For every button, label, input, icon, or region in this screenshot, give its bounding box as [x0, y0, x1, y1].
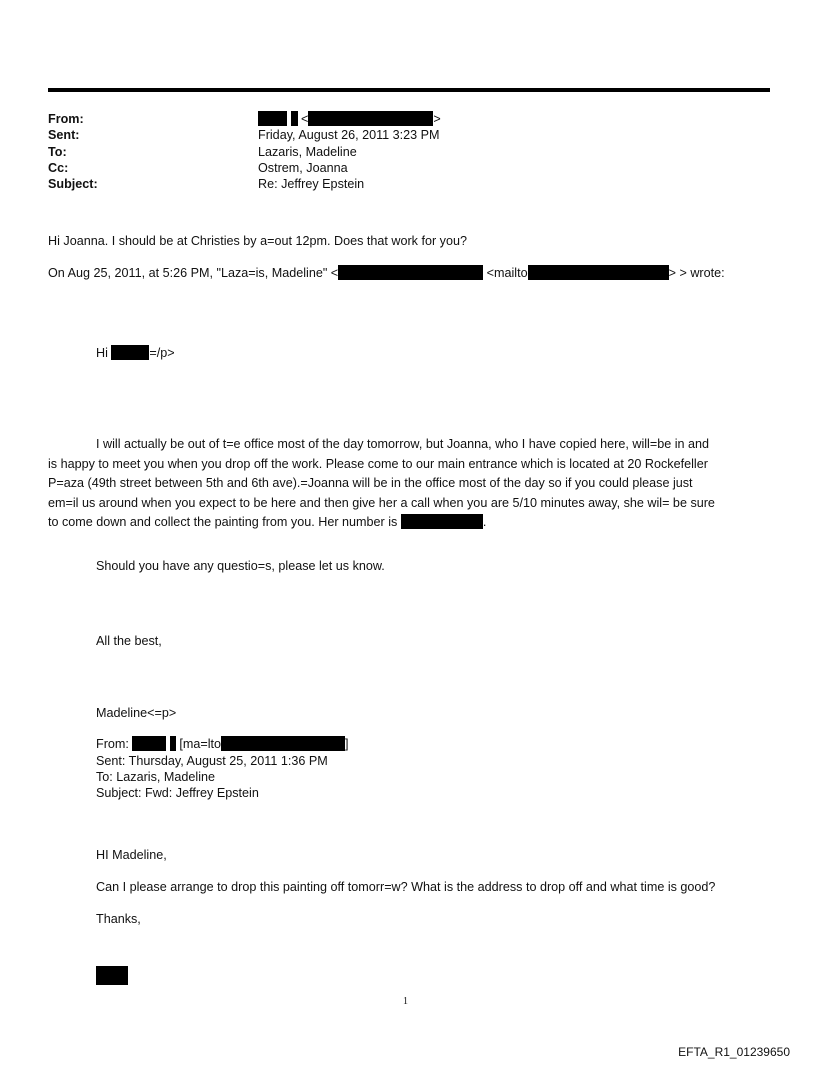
- redaction: [308, 111, 433, 126]
- redaction: [338, 265, 483, 280]
- fwd-to: To: Lazaris, Madeline: [96, 770, 216, 784]
- redaction: [401, 514, 483, 529]
- redaction: [96, 966, 128, 985]
- subject-label: Subject:: [48, 177, 98, 191]
- paragraph-line: is happy to meet you when you drop off the work. Please come to our main entrance which is located at 20 Rockefeller: [48, 457, 708, 471]
- redaction: [528, 265, 669, 280]
- cc-value: Ostrem, Joanna: [258, 161, 348, 175]
- from-label: From:: [48, 112, 84, 126]
- greeting: [96, 345, 175, 361]
- paragraph-line: em=il us around when you expect to be here and then give her a call when you are 5/10 minutes away, she wil= be sure: [48, 496, 715, 510]
- fwd-from: [96, 736, 349, 752]
- paragraph-end: .: [482, 515, 487, 529]
- subject-value: Re: Jeffrey Epstein: [258, 177, 365, 191]
- to-label: To:: [48, 145, 67, 159]
- quote-intro: [48, 265, 725, 281]
- from-value: [258, 111, 441, 127]
- greeting-tail: =/p>: [149, 346, 175, 360]
- fwd-greeting: HI Madeline,: [96, 848, 167, 862]
- page-number: 1: [403, 996, 408, 1007]
- fwd-thanks: Thanks,: [96, 912, 141, 926]
- greeting-text: Hi: [96, 346, 108, 360]
- redaction: [132, 736, 166, 751]
- mailto-text: <mailto: [486, 266, 528, 280]
- fwd-bracket: ]: [345, 737, 349, 751]
- signature-text: Madeline<=p>: [96, 706, 177, 720]
- to-value: Lazaris, Madeline: [258, 145, 357, 159]
- closing-text: All the best,: [96, 634, 162, 648]
- paragraph-line-text: to come down and collect the painting from you. Her number is: [48, 515, 398, 529]
- header-rule: [48, 88, 770, 92]
- sent-value: Friday, August 26, 2011 3:23 PM: [258, 128, 440, 142]
- redaction: [111, 345, 149, 360]
- paragraph-line: [48, 514, 486, 530]
- quote-intro-text: On Aug 25, 2011, at 5:26 PM, "Laza=is, Madeline" <: [48, 266, 339, 280]
- redaction: [221, 736, 345, 751]
- from-lt: <: [301, 112, 309, 126]
- wrote-text: > > wrote:: [668, 266, 725, 280]
- questions-text: Should you have any questio=s, please let us know.: [96, 559, 385, 573]
- sent-label: Sent:: [48, 128, 80, 142]
- redaction: [291, 111, 298, 126]
- cc-label: Cc:: [48, 161, 69, 175]
- fwd-body: Can I please arrange to drop this painting off tomorr=w? What is the address to drop off and what time is good?: [96, 880, 716, 894]
- document-id: EFTA_R1_01239650: [678, 1045, 790, 1059]
- paragraph-line: P=aza (49th street between 5th and 6th ave).=Joanna will be in the office most of the day so if you could please just: [48, 476, 693, 490]
- redaction: [170, 736, 176, 751]
- reply-text: Hi Joanna. I should be at Christies by a=out 12pm. Does that work for you?: [48, 234, 467, 248]
- fwd-mailto: [ma=lto: [179, 737, 222, 751]
- fwd-sent: Sent: Thursday, August 25, 2011 1:36 PM: [96, 754, 328, 768]
- from-gt: >: [433, 112, 441, 126]
- fwd-from-label: From:: [96, 737, 129, 751]
- redaction: [258, 111, 287, 126]
- paragraph-line: I will actually be out of t=e office most of the day tomorrow, but Joanna, who I have copied here, will=be in and: [96, 437, 710, 451]
- fwd-subject: Subject: Fwd: Jeffrey Epstein: [96, 786, 259, 800]
